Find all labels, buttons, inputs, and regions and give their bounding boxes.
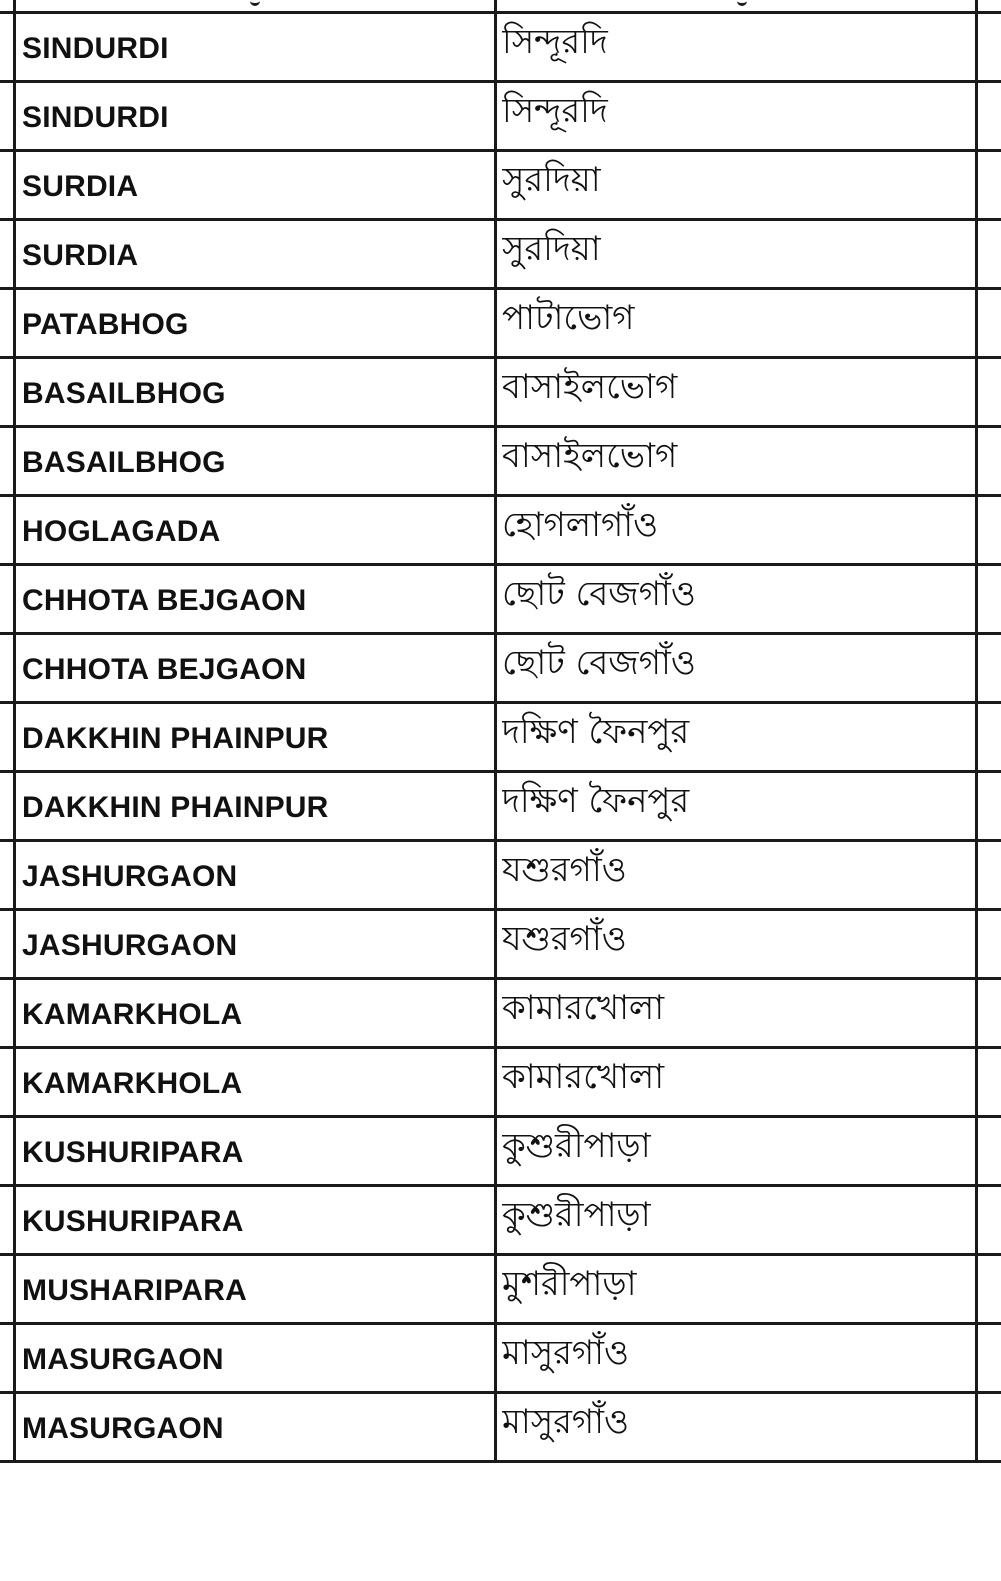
bengali-name-cell: কামারখোলা <box>502 987 665 1028</box>
bengali-name-cell: যশুরগাঁও <box>502 849 627 890</box>
table-row <box>0 152 1001 221</box>
table-header-edge <box>0 0 1001 14</box>
table-row <box>0 1187 1001 1256</box>
table-right-border <box>975 0 978 1460</box>
english-name-cell: HOGLAGADA <box>22 515 221 548</box>
table-row <box>0 14 1001 83</box>
table-row <box>0 704 1001 773</box>
table-row <box>0 1256 1001 1325</box>
table-row <box>0 911 1001 980</box>
bengali-name-cell: দক্ষিণ ফৈনপুর <box>502 780 690 821</box>
english-name-cell: MUSHARIPARA <box>22 1274 247 1307</box>
english-name-cell: BASAILBHOG <box>22 377 226 410</box>
table-row <box>0 497 1001 566</box>
table-row <box>0 1118 1001 1187</box>
bengali-name-cell: সুরদিয়া <box>502 228 601 269</box>
english-name-cell: SINDURDI <box>22 101 169 134</box>
english-name-cell: KUSHURIPARA <box>22 1136 244 1169</box>
bengali-name-cell: মুশরীপাড়া <box>502 1263 637 1304</box>
table-column-divider <box>494 0 497 1460</box>
bengali-name-cell: যশুরগাঁও <box>502 918 627 959</box>
bengali-name-cell: মাসুরগাঁও <box>502 1401 630 1442</box>
table-row <box>0 290 1001 359</box>
english-name-cell: KAMARKHOLA <box>22 998 243 1031</box>
english-name-cell: DAKKHIN PHAINPUR <box>22 791 329 824</box>
bengali-name-cell: সুরদিয়া <box>502 159 601 200</box>
table-row <box>0 566 1001 635</box>
english-name-cell: CHHOTA BEJGAON <box>22 584 307 617</box>
bengali-name-cell: হোগলাগাঁও <box>502 504 659 545</box>
english-name-cell: MASURGAON <box>22 1412 224 1445</box>
english-name-cell: PATABHOG <box>22 308 189 341</box>
english-name-cell: SURDIA <box>22 239 139 272</box>
table-row <box>0 980 1001 1049</box>
table-row <box>0 1325 1001 1394</box>
village-name-table <box>0 14 1001 1463</box>
bengali-name-cell: দক্ষিণ ফৈনপুর <box>502 711 690 752</box>
header-text-fragment <box>737 0 747 6</box>
bengali-name-cell: ছোট বেজগাঁও <box>502 642 696 683</box>
table-row <box>0 1394 1001 1463</box>
bengali-name-cell: বাসাইলভোগ <box>502 435 678 476</box>
bengali-name-cell: কুশুরীপাড়া <box>502 1194 651 1235</box>
bengali-name-cell: ছোট বেজগাঁও <box>502 573 696 614</box>
english-name-cell: KAMARKHOLA <box>22 1067 243 1100</box>
english-name-cell: CHHOTA BEJGAON <box>22 653 307 686</box>
bengali-name-cell: কামারখোলা <box>502 1056 665 1097</box>
english-name-cell: BASAILBHOG <box>22 446 226 479</box>
table-left-border <box>13 0 16 1460</box>
header-text-fragment <box>250 0 260 6</box>
english-name-cell: KUSHURIPARA <box>22 1205 244 1238</box>
table-row <box>0 635 1001 704</box>
bengali-name-cell: পাটাভোগ <box>502 297 635 338</box>
table-row <box>0 773 1001 842</box>
bengali-name-cell: সিন্দূরদি <box>502 90 608 131</box>
bengali-name-cell: সিন্দূরদি <box>502 21 608 62</box>
english-name-cell: JASHURGAON <box>22 860 238 893</box>
table-row <box>0 428 1001 497</box>
english-name-cell: JASHURGAON <box>22 929 238 962</box>
table-row <box>0 842 1001 911</box>
english-name-cell: MASURGAON <box>22 1343 224 1376</box>
english-name-cell: SINDURDI <box>22 32 169 65</box>
english-name-cell: DAKKHIN PHAINPUR <box>22 722 329 755</box>
table-row <box>0 221 1001 290</box>
table-row <box>0 1049 1001 1118</box>
table-row <box>0 83 1001 152</box>
bengali-name-cell: কুশুরীপাড়া <box>502 1125 651 1166</box>
english-name-cell: SURDIA <box>22 170 139 203</box>
table-row <box>0 359 1001 428</box>
bengali-name-cell: বাসাইলভোগ <box>502 366 678 407</box>
bengali-name-cell: মাসুরগাঁও <box>502 1332 630 1373</box>
